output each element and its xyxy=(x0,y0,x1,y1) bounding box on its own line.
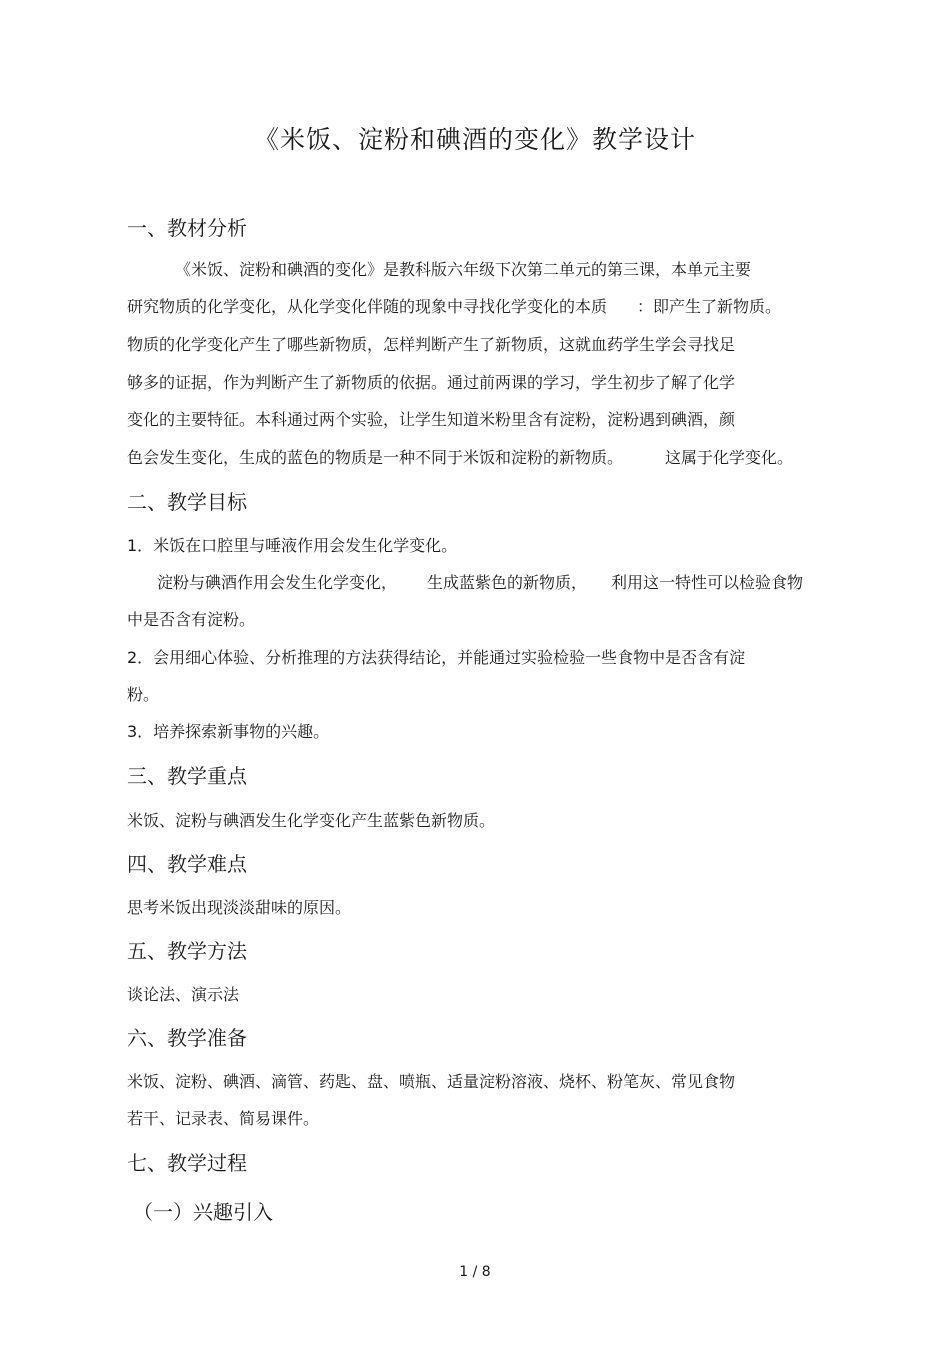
preparation-line: 若干、记录表、简易课件。 xyxy=(127,1109,320,1128)
goal-item: 1．米饭在口腔里与唾液作用会发生化学变化。 xyxy=(127,536,458,555)
difficulty-text: 思考米饭出现淡淡甜味的原因。 xyxy=(127,898,352,917)
section-heading-difficulty: 四、教学难点 xyxy=(127,852,247,876)
preparation-line: 米饭、淀粉、碘酒、滴管、药匙、盘、喷瓶、适量淀粉溶液、烧杯、粉笔灰、常见食物 xyxy=(127,1072,736,1091)
goal-item: 3．培养探索新事物的兴趣。 xyxy=(127,722,330,741)
key-point-text: 米饭、淀粉与碘酒发生化学变化产生蓝紫色新物质。 xyxy=(127,811,496,830)
text-segment: 利用这一特性可以检验食物 xyxy=(611,573,804,592)
paragraph-line xyxy=(127,295,781,319)
text-segment: ：即产生了新物质。 xyxy=(637,297,782,316)
sub-heading-intro: （一）兴趣引入 xyxy=(133,1200,273,1224)
paragraph-line: 物质的化学变化产生了哪些新物质，怎样判断产生了新物质，这就血药学生学会寻找足 xyxy=(127,335,736,354)
text-segment: 色会发生变化，生成的蓝色的物质是一种不同于米饭和淀粉的新物质。 xyxy=(127,448,624,467)
method-text: 谈论法、演示法 xyxy=(127,985,240,1004)
text-segment: 这属于化学变化。 xyxy=(665,448,794,467)
section-heading-goals: 二、教学目标 xyxy=(127,490,247,514)
paragraph-line xyxy=(127,446,793,470)
goal-item: 粉。 xyxy=(127,685,160,704)
section-heading-key-point: 三、教学重点 xyxy=(127,764,247,788)
document-title: 《米饭、淀粉和碘酒的变化》教学设计 xyxy=(253,125,696,154)
page-number: 1 / 8 xyxy=(459,1264,491,1280)
section-heading-analysis: 一、教材分析 xyxy=(127,216,247,240)
goal-item: 2．会用细心体验、分析推理的方法获得结论，并能通过实验检验一些食物中是否含有淀 xyxy=(127,648,746,667)
goal-item xyxy=(157,571,803,595)
paragraph-line: 够多的证据，作为判断产生了新物质的依据。通过前两课的学习，学生初步了解了化学 xyxy=(127,373,736,392)
text-segment: 生成蓝紫色的新物质， xyxy=(427,573,588,592)
text-segment: 研究物质的化学变化，从化学变化伴随的现象中寻找化学变化的本质 xyxy=(127,297,608,316)
goal-item: 中是否含有淀粉。 xyxy=(127,610,256,629)
paragraph-line: 《米饭、淀粉和碘酒的变化》是教科版六年级下次第二单元的第三课，本单元主要 xyxy=(175,260,752,279)
section-heading-method: 五、教学方法 xyxy=(127,939,247,963)
text-segment: 淀粉与碘酒作用会发生化学变化， xyxy=(157,573,398,592)
section-heading-process: 七、教学过程 xyxy=(127,1151,247,1175)
paragraph-line: 变化的主要特征。本科通过两个实验，让学生知道米粉里含有淀粉，淀粉遇到碘酒，颜 xyxy=(127,410,736,429)
section-heading-preparation: 六、教学准备 xyxy=(127,1026,247,1050)
